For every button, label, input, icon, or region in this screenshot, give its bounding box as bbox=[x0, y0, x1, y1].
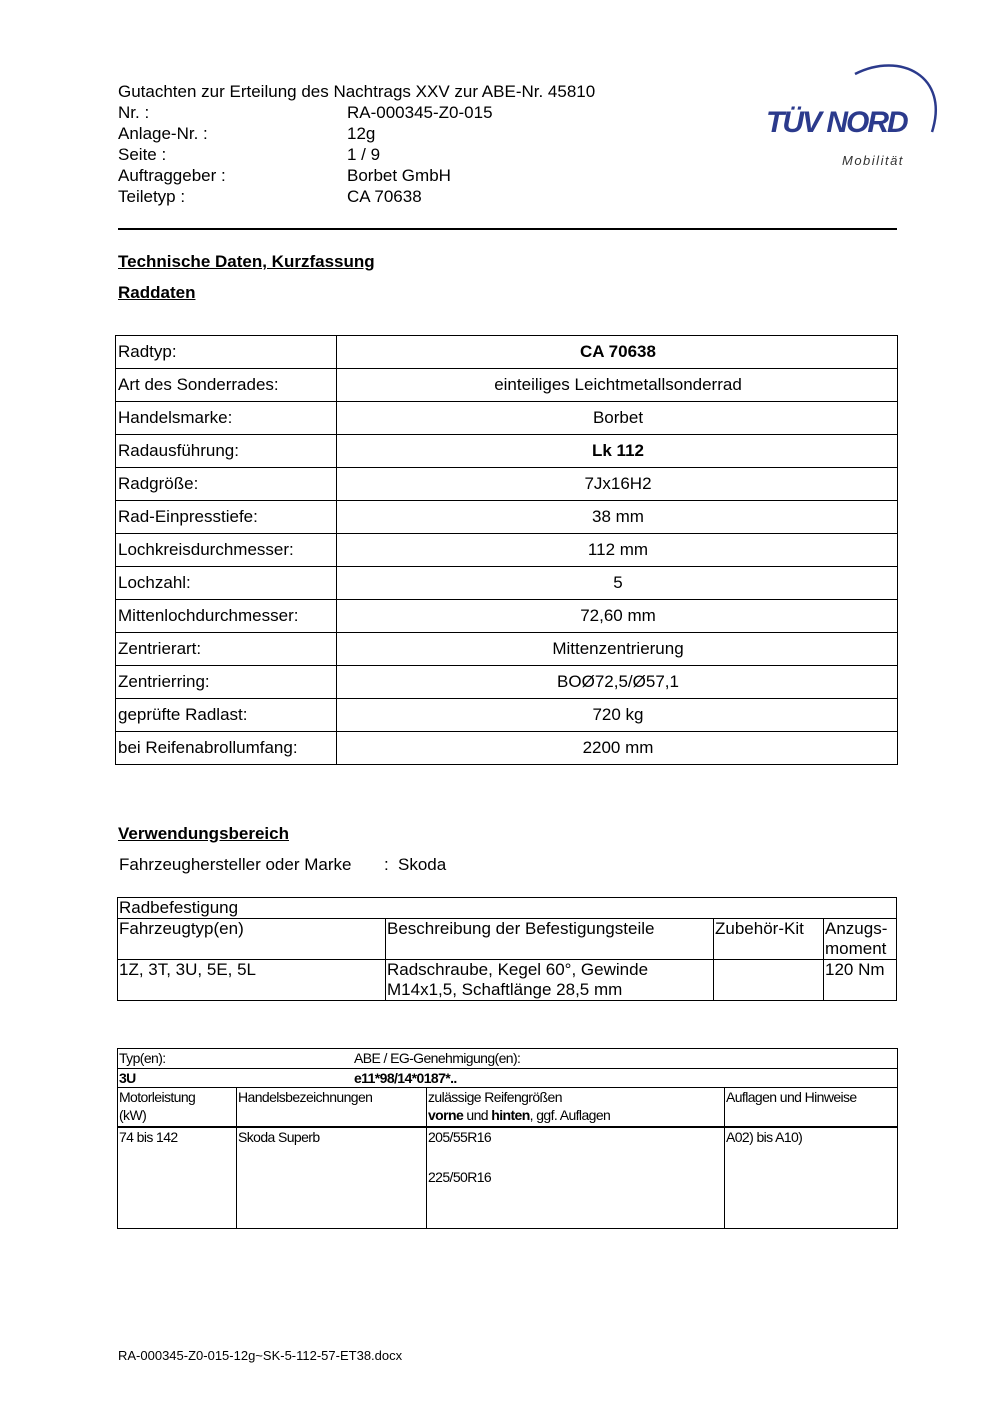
cell-handelsbezeichnung: Skoda Superb bbox=[237, 1127, 427, 1229]
table-row bbox=[118, 1088, 898, 1128]
footer-filename: RA-000345-Z0-015-12g~SK-5-112-57-ET38.docx bbox=[118, 1348, 403, 1363]
table-row bbox=[118, 960, 897, 1001]
row-value: 5 bbox=[337, 567, 898, 600]
header-divider bbox=[118, 228, 897, 230]
row-value: 112 mm bbox=[337, 534, 898, 567]
typ-header-row bbox=[118, 1049, 898, 1069]
typ-table bbox=[117, 1048, 898, 1229]
hinten-text: hinten bbox=[491, 1107, 530, 1123]
header-value-seite: 1 / 9 bbox=[347, 145, 381, 164]
row-value: BOØ72,5/Ø57,1 bbox=[337, 666, 898, 699]
tire-size-2: 225/50R16 bbox=[428, 1169, 492, 1185]
header-fahrzeugtyp: Fahrzeugtyp(en) bbox=[118, 919, 386, 960]
table-row bbox=[118, 1127, 898, 1229]
header-label-auftraggeber: Auftraggeber : bbox=[118, 166, 226, 185]
header-label-anlage: Anlage-Nr. : bbox=[118, 124, 208, 143]
row-label: bei Reifenabrollumfang: bbox=[116, 732, 337, 765]
col-motorleistung: Motorleistung (kW) bbox=[118, 1088, 237, 1128]
row-label: Radausführung: bbox=[116, 435, 337, 468]
section-raddaten: Raddaten bbox=[118, 283, 196, 302]
row-value: Lk 112 bbox=[337, 435, 898, 468]
cell-beschreibung: Radschraube, Kegel 60°, Gewinde M14x1,5, Schaftlänge 28,5 mm bbox=[386, 960, 714, 1001]
cell-kw: 74 bis 142 bbox=[118, 1127, 237, 1229]
section-verwendungsbereich: Verwendungsbereich bbox=[118, 824, 289, 843]
col-handelsbezeichnungen: Handelsbezeichnungen bbox=[237, 1088, 427, 1128]
hersteller-label: Fahrzeughersteller oder Marke bbox=[119, 855, 352, 874]
section-technische-daten: Technische Daten, Kurzfassung bbox=[118, 252, 375, 271]
header-label-nr: Nr. : bbox=[118, 103, 150, 122]
row-value: Borbet bbox=[337, 402, 898, 435]
header-label-teiletyp: Teiletyp : bbox=[118, 187, 186, 206]
row-label: Radgröße: bbox=[116, 468, 337, 501]
row-label: Lochkreisdurchmesser: bbox=[116, 534, 337, 567]
row-label: Art des Sonderrades: bbox=[116, 369, 337, 402]
col-reifengroessen-line1: zulässige Reifengrößen bbox=[428, 1089, 562, 1105]
row-label: Zentrierart: bbox=[116, 633, 337, 666]
header-anzugsmoment: Anzugs- moment bbox=[824, 919, 897, 960]
table-row bbox=[118, 1069, 898, 1088]
row-label: Zentrierring: bbox=[116, 666, 337, 699]
row-value: 7Jx16H2 bbox=[337, 468, 898, 501]
row-label: Lochzahl: bbox=[116, 567, 337, 600]
und-text: und bbox=[463, 1107, 492, 1123]
row-value: 72,60 mm bbox=[337, 600, 898, 633]
header-zubehoer-kit: Zubehör-Kit bbox=[714, 919, 824, 960]
row-value: CA 70638 bbox=[337, 336, 898, 369]
typ-value: 3U bbox=[119, 1070, 136, 1086]
row-value: 38 mm bbox=[337, 501, 898, 534]
header-value-anlage: 12g bbox=[347, 124, 376, 143]
col-reifengroessen bbox=[427, 1088, 725, 1128]
raddaten-table bbox=[115, 335, 898, 765]
radbefestigung-title: Radbefestigung bbox=[118, 898, 897, 919]
row-label: Mittenlochdurchmesser: bbox=[116, 600, 337, 633]
table-row bbox=[116, 600, 898, 633]
abe-value: e11*98/14*0187*.. bbox=[354, 1070, 457, 1086]
row-label: Radtyp: bbox=[116, 336, 337, 369]
vorne-text: vorne bbox=[428, 1107, 464, 1123]
document-title: Gutachten zur Erteilung des Nachtrags XXV zur ABE-Nr. 45810 bbox=[118, 82, 596, 101]
col-reifengroessen-line2 bbox=[428, 1106, 724, 1124]
row-value: 2200 mm bbox=[337, 732, 898, 765]
cell-anzugsmoment: 120 Nm bbox=[824, 960, 897, 1001]
row-value: Mittenzentrierung bbox=[337, 633, 898, 666]
table-row bbox=[116, 501, 898, 534]
table-row bbox=[116, 402, 898, 435]
cell-reifen bbox=[427, 1127, 725, 1229]
hersteller-value: Skoda bbox=[398, 855, 447, 874]
typ-label: Typ(en): bbox=[119, 1050, 166, 1066]
table-row bbox=[116, 336, 898, 369]
header-value-teiletyp: CA 70638 bbox=[347, 187, 422, 206]
header-value-nr: RA-000345-Z0-015 bbox=[347, 103, 493, 122]
row-label: Handelsmarke: bbox=[116, 402, 337, 435]
table-row bbox=[118, 1049, 898, 1069]
tire-size-1: 205/55R16 bbox=[428, 1129, 492, 1145]
table-row bbox=[116, 666, 898, 699]
table-row bbox=[118, 919, 897, 960]
hersteller-separator: : bbox=[384, 855, 389, 874]
typ-value-row bbox=[118, 1069, 898, 1088]
cell-zubehoer-kit bbox=[714, 960, 824, 1001]
col-auflagen-hinweise: Auflagen und Hinweise bbox=[725, 1088, 898, 1128]
header-label-seite: Seite : bbox=[118, 145, 167, 164]
cell-fahrzeugtyp: 1Z, 3T, 3U, 5E, 5L bbox=[118, 960, 386, 1001]
radbefestigung-table bbox=[117, 897, 897, 1001]
table-row bbox=[118, 898, 897, 919]
row-label: geprüfte Radlast: bbox=[116, 699, 337, 732]
table-row bbox=[116, 534, 898, 567]
row-value: einteiliges Leichtmetallsonderrad bbox=[337, 369, 898, 402]
tuv-nord-logo bbox=[760, 56, 945, 176]
table-row bbox=[116, 369, 898, 402]
abe-label: ABE / EG-Genehmigung(en): bbox=[354, 1050, 521, 1066]
header-beschreibung: Beschreibung der Befestigungsteile bbox=[386, 919, 714, 960]
logo-brand-text: TÜV NORD bbox=[766, 106, 907, 139]
table-row bbox=[116, 468, 898, 501]
auflagen-text: , ggf. Auflagen bbox=[529, 1107, 611, 1123]
logo-sub-text: Mobilität bbox=[842, 153, 904, 168]
table-row bbox=[116, 633, 898, 666]
row-value: 720 kg bbox=[337, 699, 898, 732]
table-row bbox=[116, 567, 898, 600]
row-label: Rad-Einpresstiefe: bbox=[116, 501, 337, 534]
cell-hinweise: A02) bis A10) bbox=[725, 1127, 898, 1229]
table-row bbox=[116, 699, 898, 732]
table-row bbox=[116, 732, 898, 765]
header-value-auftraggeber: Borbet GmbH bbox=[347, 166, 451, 185]
table-row bbox=[116, 435, 898, 468]
